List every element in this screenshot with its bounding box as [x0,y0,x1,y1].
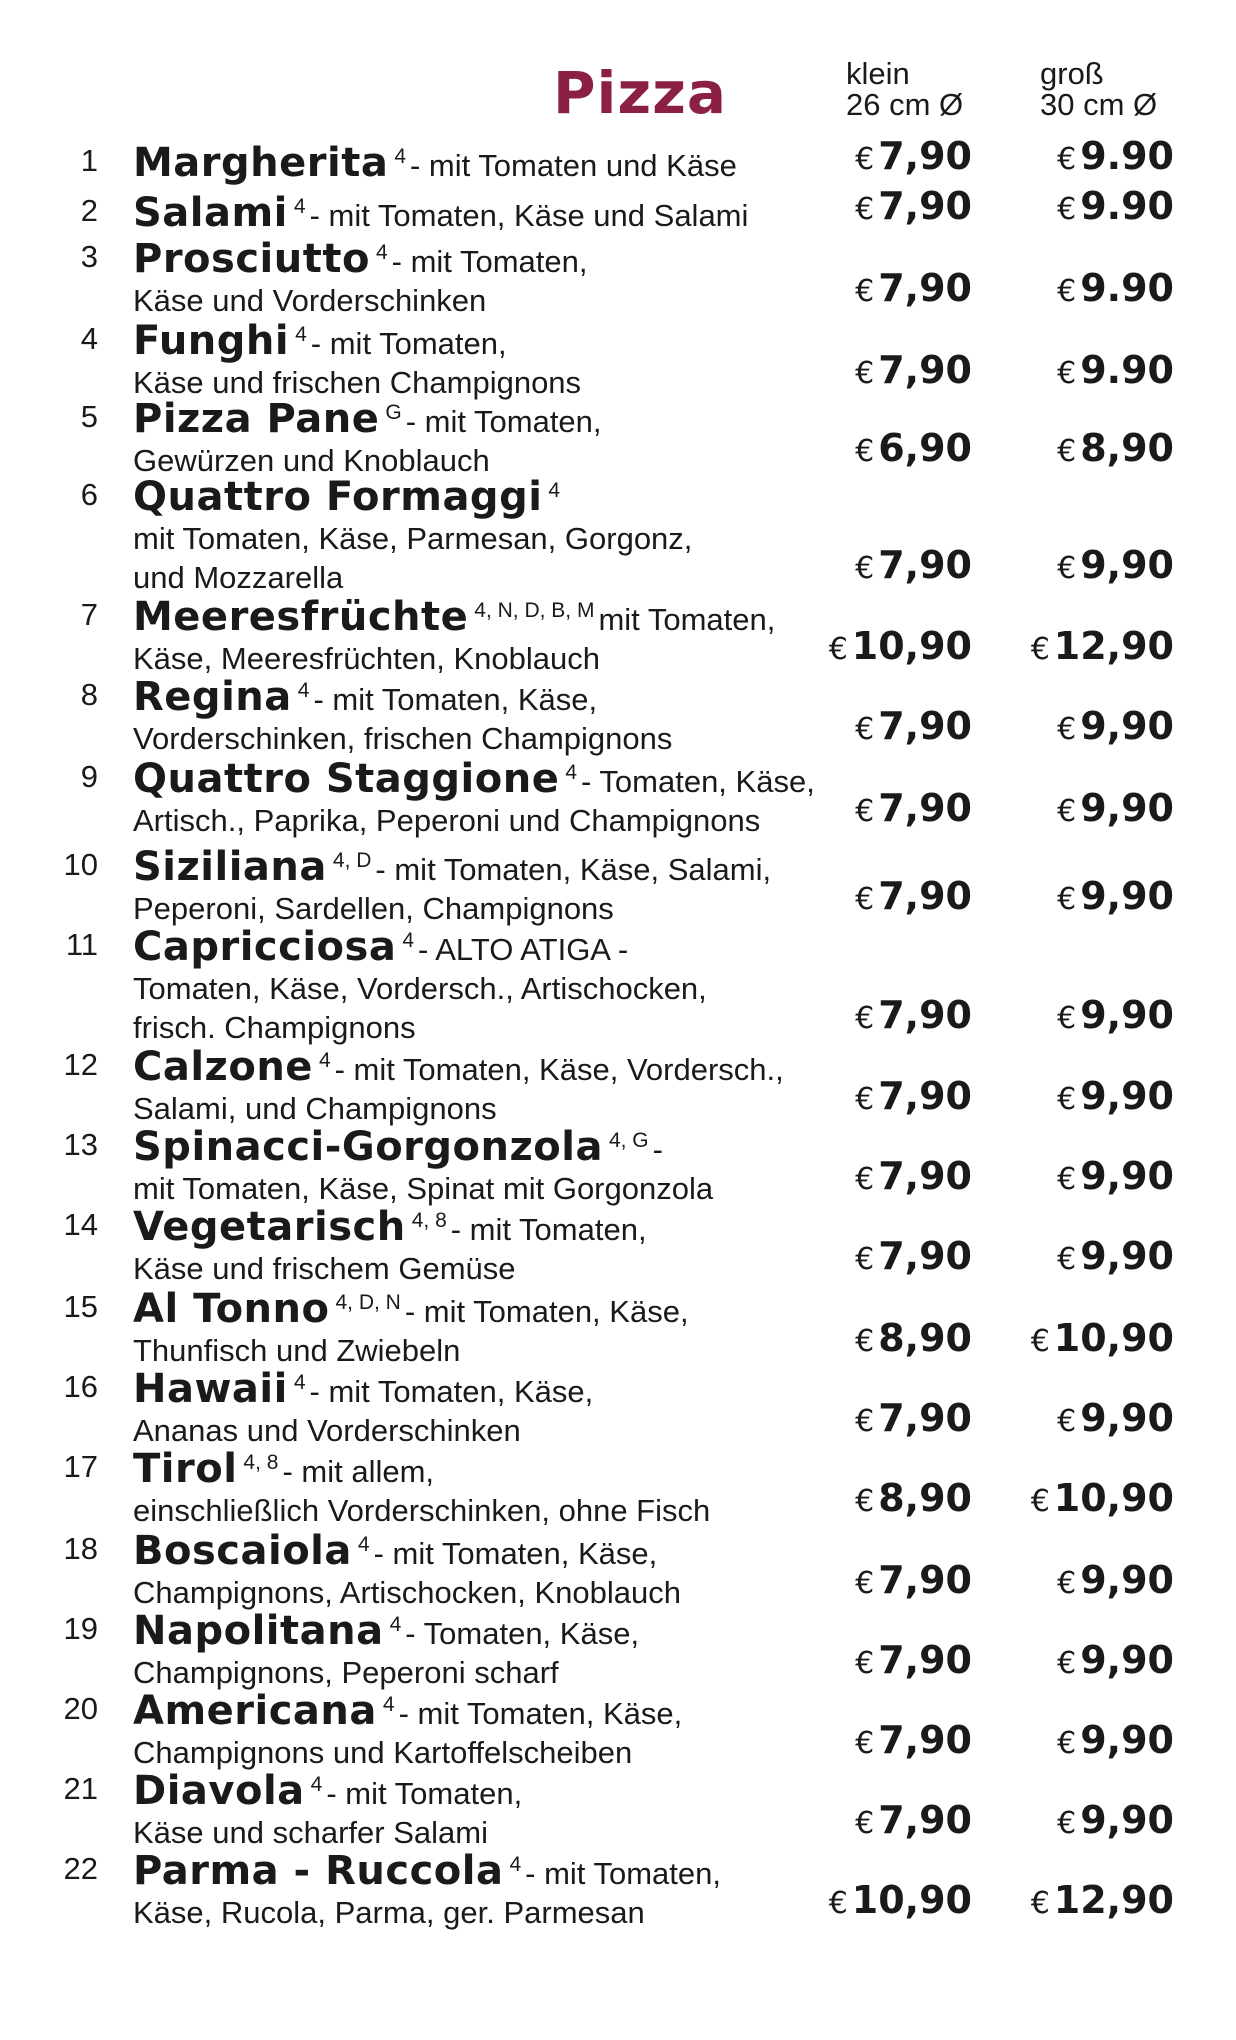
price-small [855,874,972,922]
item-name: Calzone [133,1044,313,1090]
euro-sign: € [1030,1484,1050,1519]
item-description: Käse und Vorderschinken [133,283,487,318]
item-number: 18 [63,1531,98,1566]
item-first-line [133,234,853,281]
item-first-line [133,1284,853,1331]
euro-sign: € [1057,1726,1077,1761]
item-name: Napolitana [133,1608,384,1654]
item-description: - mit allem, [282,1454,435,1489]
price-value: 7,90 [878,993,972,1037]
price-value: 9,90 [1080,1558,1174,1602]
item-description: Käse und frischem Gemüse [133,1251,516,1286]
item-number: 12 [63,1047,98,1082]
item-first-line [133,138,853,185]
item-description: Käse und scharfer Salami [133,1815,488,1850]
item-name: Capricciosa [133,924,397,970]
item-number: 13 [63,1127,98,1162]
price-small [855,1234,972,1282]
item-description: Käse, Rucola, Parma, ger. Parmesan [133,1895,645,1930]
item-allergens: 4, N, D, B, M [474,599,595,622]
item-description: - ALTO ATIGA - [418,932,629,967]
item-allergens: 4 [293,195,306,218]
item-number: 5 [80,399,98,434]
item-description: - mit Tomaten, [405,404,602,439]
price-small [855,426,972,474]
item-first-line [133,1042,853,1089]
price-large [1057,1396,1174,1444]
item-allergens: 4 [293,1371,306,1394]
item-name: Spinacci-Gorgonzola [133,1124,603,1170]
price-large [1057,1638,1174,1686]
item-number: 1 [80,143,98,178]
price-value: 9,90 [1080,874,1174,918]
item-number: 16 [63,1369,98,1404]
euro-sign: € [855,434,875,469]
price-small [855,993,972,1041]
item-name: Margherita [133,140,389,186]
euro-sign: € [1057,1566,1077,1601]
price-value: 9,90 [1080,1718,1174,1762]
euro-sign: € [1057,1404,1077,1439]
size-small-label: klein [846,56,910,91]
euro-sign: € [1057,192,1077,227]
item-number: 6 [80,477,98,512]
price-value: 9.90 [1080,266,1174,310]
item-text [133,1122,853,1208]
item-name: Tirol [133,1446,238,1492]
item-description: - mit Tomaten, Käse und Salami [309,198,749,233]
price-value: 7,90 [878,1154,972,1198]
item-text [133,1042,853,1128]
price-large [1057,874,1174,922]
item-text [133,1444,853,1530]
item-allergens: 4 [297,679,310,702]
size-small-diameter: 26 cm Ø [846,87,964,122]
euro-sign: € [855,1806,875,1841]
euro-sign: € [1057,1806,1077,1841]
price-small [855,543,972,591]
price-value: 9,90 [1080,1638,1174,1682]
item-description: Ananas und Vorderschinken [133,1413,521,1448]
price-value: 9,90 [1080,1396,1174,1440]
item-first-line [133,1846,853,1893]
price-small [855,348,972,396]
item-description: - mit Tomaten, [391,244,588,279]
item-allergens: 4, D [332,849,372,872]
euro-sign: € [1057,356,1077,391]
price-small [829,1878,972,1926]
item-description: Champignons und Kartoffelscheiben [133,1735,633,1770]
item-text [133,842,853,928]
item-text [133,1766,853,1852]
item-number: 14 [63,1207,98,1242]
price-small [855,184,972,232]
size-large-label: groß [1040,56,1104,91]
size-header-small [846,58,963,120]
price-value: 9,90 [1080,1074,1174,1118]
price-large [1057,993,1174,1041]
item-text [133,394,853,480]
price-value: 7,90 [878,1396,972,1440]
item-description: Tomaten, Käse, Vordersch., Artischocken, [133,971,707,1006]
item-description: - [652,1132,663,1167]
euro-sign: € [828,632,848,667]
price-value: 9.90 [1080,184,1174,228]
price-large [1057,1234,1174,1282]
euro-sign: € [855,274,875,309]
item-number: 9 [80,759,98,794]
price-large [1031,1316,1174,1364]
euro-sign: € [855,712,875,747]
item-text [133,234,853,320]
price-large [1057,1074,1174,1122]
price-small [829,624,972,672]
euro-sign: € [855,1001,875,1036]
item-description: - mit Tomaten, [310,326,507,361]
price-value: 12,90 [1053,1878,1174,1922]
euro-sign: € [828,1886,848,1921]
item-allergens: 4 [382,1693,395,1716]
item-allergens: 4 [357,1533,370,1556]
price-value: 8,90 [878,1476,972,1520]
price-value: 7,90 [878,543,972,587]
item-allergens: 4 [402,929,415,952]
item-allergens: 4 [548,479,561,502]
euro-sign: € [855,794,875,829]
item-first-line [133,672,853,719]
item-description: - mit Tomaten, Käse, [309,1374,594,1409]
item-allergens: 4 [394,145,406,168]
item-text [133,672,853,758]
item-description: - Tomaten, Käse, [581,764,815,799]
price-small [855,786,972,834]
item-description: - mit Tomaten, Käse, Salami, [375,852,772,887]
euro-sign: € [855,192,875,227]
price-value: 10,90 [1053,1316,1174,1360]
price-value: 8,90 [878,1316,972,1360]
item-description: Champignons, Artischocken, Knoblauch [133,1575,681,1610]
item-allergens: 4, D, N [335,1291,401,1314]
item-name: Americana [133,1688,377,1734]
item-number: 17 [63,1449,98,1484]
euro-sign: € [1057,274,1077,309]
euro-sign: € [1057,1646,1077,1681]
item-number: 3 [80,239,98,274]
item-number: 22 [63,1851,98,1886]
price-value: 7,90 [878,348,972,392]
item-name: Quattro Staggione [133,756,560,802]
price-value: 9,90 [1080,1154,1174,1198]
item-allergens: 4 [318,1049,331,1072]
item-description: Vorderschinken, frischen Champignons [133,721,673,756]
item-name: Siziliana [133,844,327,890]
price-value: 9,90 [1080,543,1174,587]
item-allergens: 4 [375,241,388,264]
item-number: 8 [80,677,98,712]
page-title: Pizza [553,59,728,127]
price-large [1057,1718,1174,1766]
item-description: Champignons, Peperoni scharf [133,1655,559,1690]
euro-sign: € [1057,434,1077,469]
price-value: 7,90 [878,1638,972,1682]
item-text [133,1686,853,1772]
item-text [133,138,853,185]
size-large-diameter: 30 cm Ø [1040,87,1158,122]
item-name: Funghi [133,318,290,364]
item-text [133,472,853,597]
item-first-line [133,316,853,363]
item-name: Vegetarisch [133,1204,406,1250]
price-large [1057,1558,1174,1606]
item-name: Salami [133,190,288,236]
item-allergens: 4, 8 [411,1209,447,1232]
item-number: 10 [63,847,98,882]
menu-header [0,58,1236,128]
euro-sign: € [1030,1324,1050,1359]
euro-sign: € [1057,882,1077,917]
price-small [855,1798,972,1846]
price-large [1031,1476,1174,1524]
euro-sign: € [1057,1242,1077,1277]
price-value: 7,90 [878,704,972,748]
price-small [855,704,972,752]
euro-sign: € [1057,1001,1077,1036]
euro-sign: € [1057,1162,1077,1197]
euro-sign: € [1030,632,1050,667]
item-first-line [133,754,853,801]
euro-sign: € [855,1566,875,1601]
price-value: 9,90 [1080,786,1174,830]
item-description: Peperoni, Sardellen, Champignons [133,891,614,926]
item-description: - mit Tomaten, [450,1212,647,1247]
item-description: und Mozzarella [133,560,344,595]
item-first-line [133,1686,853,1733]
price-small [855,1476,972,1524]
price-value: 10,90 [851,624,972,668]
price-small [855,1074,972,1122]
price-value: 7,90 [878,134,972,178]
item-first-line [133,1766,853,1813]
euro-sign: € [1057,794,1077,829]
item-description: Käse und frischen Champignons [133,365,582,400]
euro-sign: € [855,1324,875,1359]
item-first-line [133,1606,853,1653]
price-small [855,1316,972,1364]
item-description: mit Tomaten, Käse, Parmesan, Gorgonz, [133,521,693,556]
price-small [855,134,972,182]
item-name: Diavola [133,1768,305,1814]
price-large [1057,348,1174,396]
price-large [1057,543,1174,591]
price-small [855,1718,972,1766]
item-first-line [133,394,853,441]
item-text [133,1526,853,1612]
euro-sign: € [855,1646,875,1681]
item-text [133,1606,853,1692]
euro-sign: € [855,1726,875,1761]
euro-sign: € [1057,551,1077,586]
item-text [133,1364,853,1450]
item-description: - mit Tomaten, Käse, [313,682,598,717]
size-header-large [1040,58,1157,120]
price-value: 7,90 [878,266,972,310]
item-first-line [133,1122,853,1169]
item-first-line [133,842,853,889]
price-small [855,1396,972,1444]
item-allergens: 4 [310,1773,323,1796]
price-value: 9,90 [1080,1798,1174,1842]
euro-sign: € [1057,712,1077,747]
item-allergens: 4 [509,1853,522,1876]
item-name: Parma - Ruccola [133,1848,504,1894]
price-value: 9,90 [1080,704,1174,748]
price-value: 7,90 [878,874,972,918]
price-value: 7,90 [878,786,972,830]
item-number: 19 [63,1611,98,1646]
euro-sign: € [855,882,875,917]
price-large [1057,266,1174,314]
euro-sign: € [855,1082,875,1117]
item-first-line [133,1444,853,1491]
price-large [1031,1878,1174,1926]
euro-sign: € [1057,1082,1077,1117]
item-description: Thunfisch und Zwiebeln [133,1333,461,1368]
item-description: - mit Tomaten, Käse, [404,1294,689,1329]
item-name: Boscaiola [133,1528,352,1574]
item-description: - mit Tomaten, Käse, [398,1696,683,1731]
price-value: 10,90 [1053,1476,1174,1520]
price-large [1057,1154,1174,1202]
item-description: Gewürzen und Knoblauch [133,443,490,478]
item-text [133,922,853,1047]
item-description: frisch. Champignons [133,1010,416,1045]
item-allergens: 4 [565,761,578,784]
price-small [855,1638,972,1686]
price-small [855,266,972,314]
price-value: 8,90 [1080,426,1174,470]
item-text [133,754,853,840]
price-value: 7,90 [878,184,972,228]
item-number: 2 [80,193,98,228]
price-value: 6,90 [878,426,972,470]
item-description: Salami, und Champignons [133,1091,497,1126]
price-value: 7,90 [878,1718,972,1762]
price-value: 7,90 [878,1558,972,1602]
item-number: 21 [63,1771,98,1806]
item-name: Meeresfrüchte [133,594,469,640]
item-name: Al Tonno [133,1286,330,1332]
item-number: 20 [63,1691,98,1726]
item-first-line [133,1202,853,1249]
item-text [133,1284,853,1370]
euro-sign: € [855,142,875,177]
item-number: 15 [63,1289,98,1324]
price-large [1057,134,1174,182]
item-description: mit Tomaten, Käse, Spinat mit Gorgonzola [133,1171,714,1206]
euro-sign: € [855,551,875,586]
price-value: 12,90 [1053,624,1174,668]
euro-sign: € [855,1242,875,1277]
item-description: - mit Tomaten, Käse, Vordersch., [334,1052,784,1087]
price-value: 10,90 [851,1878,972,1922]
item-name: Prosciutto [133,236,370,282]
item-text [133,188,853,235]
item-allergens: 4 [389,1613,402,1636]
price-value: 7,90 [878,1074,972,1118]
item-number: 4 [80,321,98,356]
item-first-line [133,922,853,969]
item-text [133,592,853,678]
price-large [1057,1798,1174,1846]
item-description: - mit Tomaten, [326,1776,523,1811]
item-name: Hawaii [133,1366,288,1412]
price-small [855,1558,972,1606]
price-small [855,1154,972,1202]
euro-sign: € [855,1162,875,1197]
item-description: - mit Tomaten, Käse, [373,1536,658,1571]
euro-sign: € [1057,142,1077,177]
item-description: mit Tomaten, [598,602,776,637]
euro-sign: € [855,1484,875,1519]
item-allergens: G [385,401,402,424]
price-value: 9.90 [1080,348,1174,392]
item-first-line [133,472,853,519]
price-large [1057,786,1174,834]
price-value: 9.90 [1080,134,1174,178]
item-text [133,316,853,402]
price-value: 9,90 [1080,1234,1174,1278]
item-first-line [133,1526,853,1573]
item-text [133,1202,853,1288]
item-first-line [133,592,853,639]
price-value: 9,90 [1080,993,1174,1037]
price-large [1031,624,1174,672]
item-allergens: 4, 8 [243,1451,279,1474]
price-large [1057,184,1174,232]
price-value: 7,90 [878,1798,972,1842]
item-description: - mit Tomaten und Käse [410,148,737,183]
item-number: 7 [80,597,98,632]
item-first-line [133,188,853,235]
item-description: einschließlich Vorderschinken, ohne Fisch [133,1493,711,1528]
item-description: Käse, Meeresfrüchten, Knoblauch [133,641,600,676]
item-number: 11 [65,927,98,962]
item-first-line [133,1364,853,1411]
item-description: - mit Tomaten, [525,1856,721,1891]
euro-sign: € [855,356,875,391]
item-description: - Tomaten, Käse, [405,1616,640,1651]
item-allergens: 4, G [608,1129,649,1152]
item-name: Quattro Formaggi [133,474,543,520]
item-name: Regina [133,674,292,720]
euro-sign: € [855,1404,875,1439]
item-name: Pizza Pane [133,396,380,442]
item-allergens: 4 [295,323,307,346]
item-description: Artisch., Paprika, Peperoni und Champignons [133,803,761,838]
price-large [1057,704,1174,752]
price-value: 7,90 [878,1234,972,1278]
euro-sign: € [1030,1886,1050,1921]
price-large [1057,426,1174,474]
item-text [133,1846,853,1932]
